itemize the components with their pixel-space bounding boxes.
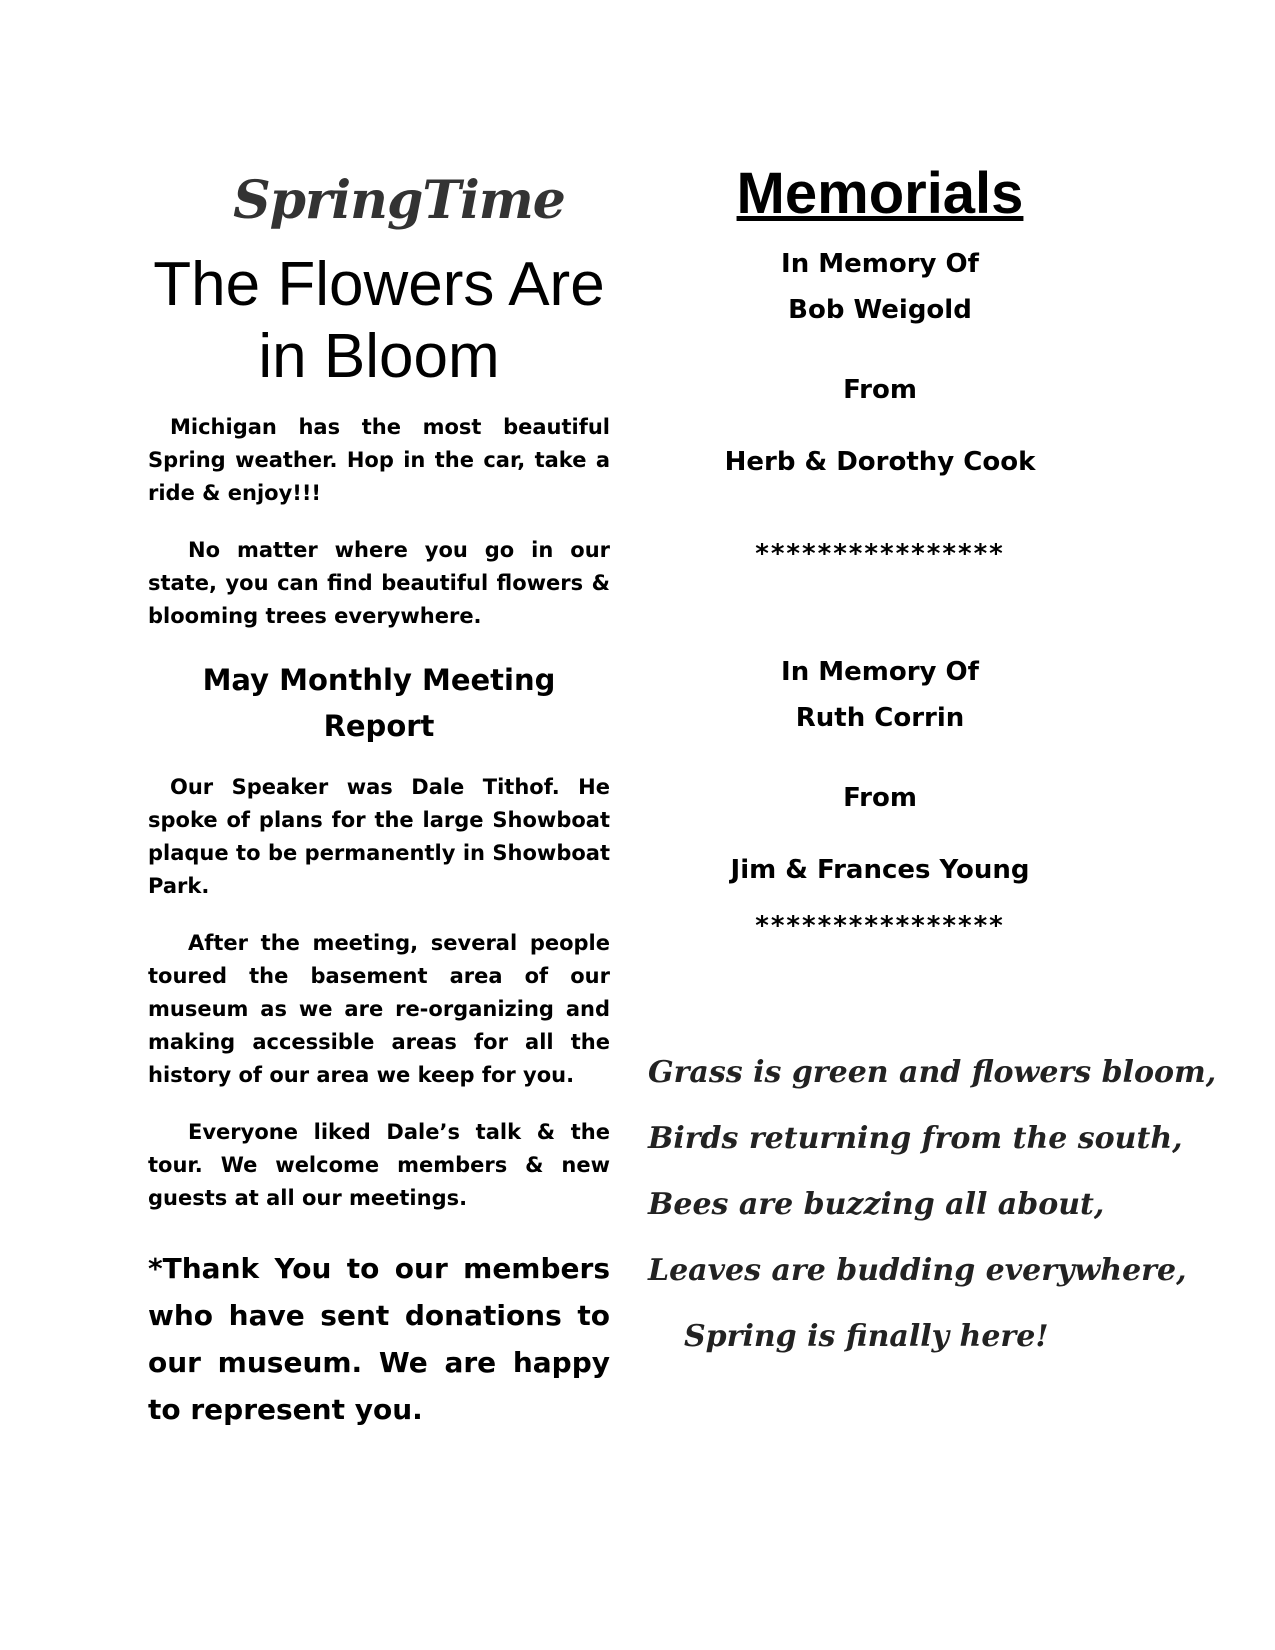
thank-you-note: *Thank You to our members who have sent donations to our museum. We are happy to represent you. — [148, 1252, 610, 1426]
spring-poem — [648, 1040, 1217, 1370]
meeting-title-line-2: Report — [323, 709, 435, 743]
meeting-title-line-1: May Monthly Meeting — [202, 663, 556, 697]
separator-1: **************** — [755, 539, 1005, 569]
headline-line-1: The Flowers Are — [153, 250, 605, 319]
flowers-headline — [148, 249, 610, 393]
right-column — [650, 160, 1130, 949]
meeting-report-title — [148, 657, 610, 749]
memorial-1-from: From — [843, 375, 917, 405]
paragraph-no-matter: No matter where you go in our state, you can find beautiful flowers & blooming trees everywhere. — [148, 538, 610, 628]
separator-2: **************** — [755, 911, 1005, 941]
springtime-heading: SpringTime — [233, 170, 565, 231]
poem-line-3: Bees are buzzing all about, — [648, 1187, 1105, 1222]
memorial-1-label: In Memory Of — [781, 249, 979, 279]
memorial-2-donors: Jim & Frances Young — [730, 855, 1030, 885]
memorial-2-from: From — [843, 783, 917, 813]
memorials-title: Memorials — [736, 161, 1024, 226]
paragraph-everyone: Everyone liked Dale’s talk & the tour. We welcome members & new guests at all our meetings. — [148, 1120, 610, 1210]
left-column — [148, 150, 610, 1433]
paragraph-speaker: Our Speaker was Dale Tithof. He spoke of plans for the large Showboat plaque to be permanently in Showboat Park. — [148, 775, 610, 898]
paragraph-michigan: Michigan has the most beautiful Spring weather. Hop in the car, take a ride & enjoy!!! — [148, 415, 610, 505]
paragraph-after-meeting: After the meeting, several people toured the basement area of our museum as we are re-organizing and making accessible areas for all the history of our area we keep for you. — [148, 931, 610, 1087]
memorial-2-label: In Memory Of — [781, 657, 979, 687]
memorial-1-donors: Herb & Dorothy Cook — [724, 447, 1036, 477]
poem-line-2: Birds returning from the south, — [648, 1121, 1183, 1156]
poem-line-5: Spring is finally here! — [684, 1319, 1049, 1354]
headline-line-2: in Bloom — [258, 322, 500, 391]
memorial-1-name: Bob Weigold — [788, 295, 972, 325]
poem-line-1: Grass is green and flowers bloom, — [648, 1055, 1217, 1090]
poem-line-4: Leaves are budding everywhere, — [648, 1253, 1187, 1288]
memorial-2-name: Ruth Corrin — [795, 703, 965, 733]
